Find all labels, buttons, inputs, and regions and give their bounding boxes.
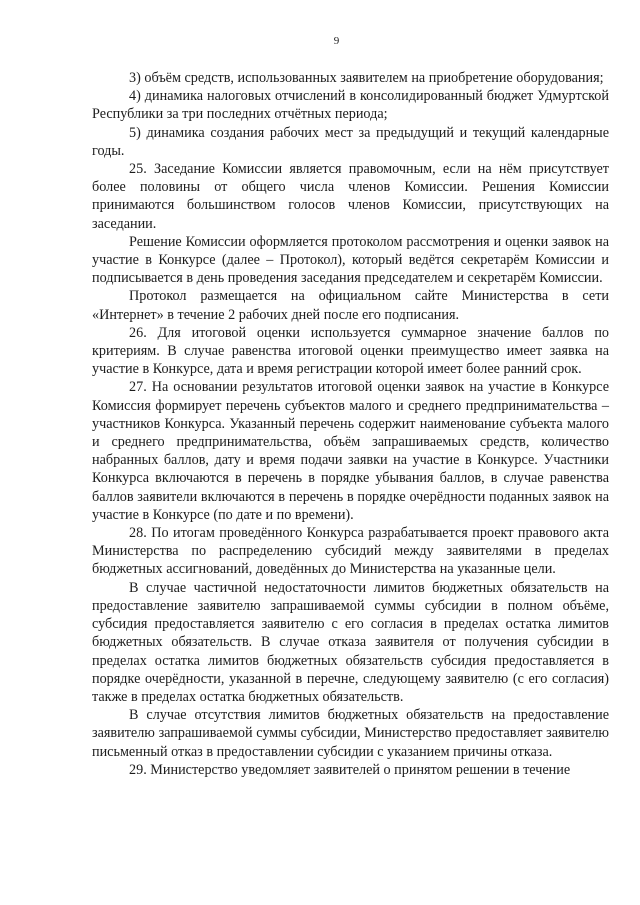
paragraph-clause-29: 29. Министерство уведомляет заявителей о принятом решении в течение — [129, 761, 571, 778]
page-number: 9 — [333, 35, 340, 47]
paragraph-clause-26: 26. Для итоговой оценки используется суммарное значение баллов по критериям. В случае равенства итоговой оценки преимущество имеет заявка на участие в Конкурсе, дата и время регистрации которой имеет более ранний срок. — [92, 324, 609, 378]
paragraph-no-limits: В случае отсутствия лимитов бюджетных обязательств на предоставление заявителю запрашиваемой суммы субсидии, Министерство предоставляет заявителю письменный отказ в предоставлении субсидии с указанием причины отказа. — [92, 707, 609, 760]
paragraph-partial-shortage: В случае частичной недостаточности лимитов бюджетных обязательств на предоставление заявителю запрашиваемой суммы субсидии в полном объёме, субсидия предоставляется заявителю с его согласия в пределах остатка лимитов бюджетных обязательств. В случае отказа заявителя от получения субсидии в пределах остатка лимитов бюджетных обязательств субсидия предоставляется в порядке очерёдности, указанной в перечне, следующему заявителю (с его согласия) также в пределах остатка бюджетных обязательств. — [92, 579, 609, 705]
paragraph-clause-27: 27. На основании результатов итоговой оценки заявок на участие в Конкурсе Комиссия формирует перечень субъектов малого и среднего предпринимательства – участников Конкурса. Указанный перечень содержит наименование субъекта малого и среднего предпринимательства, объём запрашиваемых средств, количество набранных баллов, дату и время подачи заявки на участие в Конкурсе. Участники Конкурса включаются в перечень в порядке убывания баллов, в случае равенства баллов заявители включаются в перечень в порядке очерёдности поданных заявок на участие в Конкурсе (по дате и по времени). — [92, 379, 609, 523]
paragraph-item-4: 4) динамика налоговых отчислений в консолидированный бюджет Удмуртской Республики за три последних отчётных периода; — [92, 88, 609, 123]
paragraph-protocol-publication: Протокол размещается на официальном сайте Министерства в сети «Интернет» в течение 2 рабочих дней после его подписания. — [92, 288, 609, 323]
paragraph-item-3: 3) объём средств, использованных заявителем на приобретение оборудования; — [129, 70, 604, 86]
paragraph-item-5: 5) динамика создания рабочих мест за предыдущий и текущий календарные годы. — [92, 124, 609, 159]
paragraph-protocol-decision: Решение Комиссии оформляется протоколом рассмотрения и оценки заявок на участие в Конкурсе (далее – Протокол), который ведётся секретарём Комиссии и подписывается в день проведения заседания председателем и секретарём Комиссии. — [92, 233, 609, 287]
paragraph-clause-25: 25. Заседание Комиссии является правомочным, если на нём присутствует более половины от общего числа членов Комиссии. Решения Комиссии принимаются большинством голосов членов Комиссии, присутствующих на заседании. — [92, 161, 609, 232]
paragraph-clause-28: 28. По итогам проведённого Конкурса разрабатывается проект правового акта Министерства по распределению субсидий между заявителями в пределах бюджетных ассигнований, доведённых до Министерства на указанные цели. — [92, 525, 609, 578]
